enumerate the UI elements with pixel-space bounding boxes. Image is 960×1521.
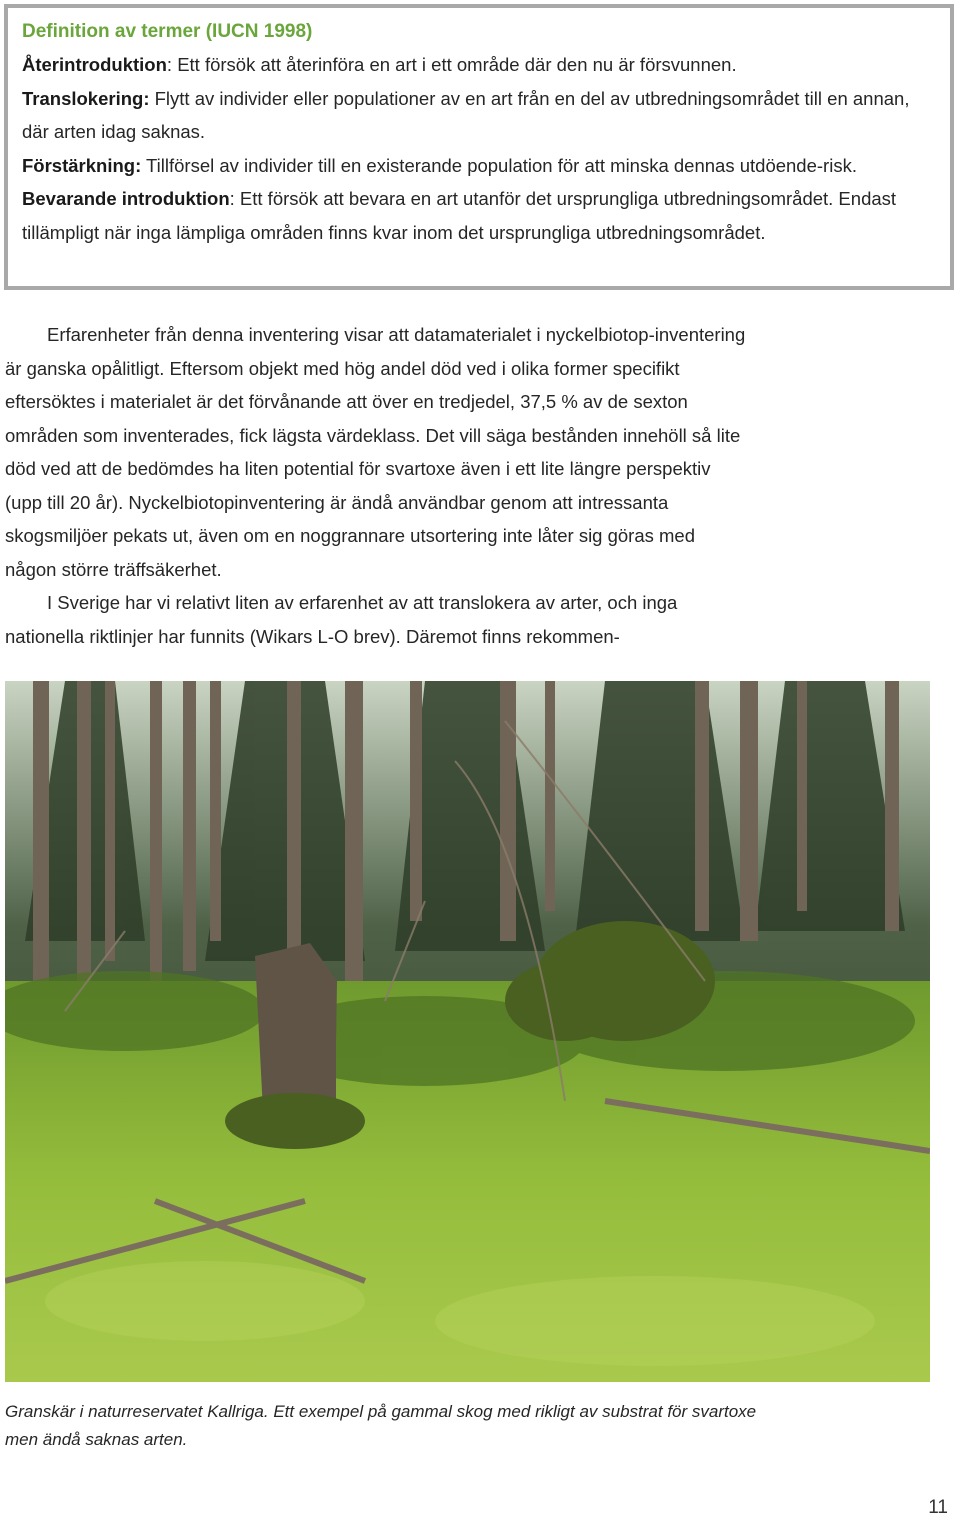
page-number: 11 <box>928 1497 948 1518</box>
body-paragraph: I Sverige har vi relativt liten av erfarenhet av att translokera av arter, och inga nationella riktlinjer har funnits (Wikars L-O brev). Däremot finns rekommen- <box>5 592 678 647</box>
definition-box-title: Definition av termer (IUCN 1998) <box>22 21 313 42</box>
term-label: Återintroduktion <box>22 54 167 75</box>
term-description: Ett försök att återinföra en art i ett område där den nu är försvunnen. <box>177 54 737 75</box>
body-text <box>5 318 750 653</box>
term-label: Bevarande introduktion <box>22 188 230 210</box>
forest-photo <box>5 681 930 1382</box>
forest-illustration <box>5 681 930 1382</box>
term-description: Tillförsel av individer till en existerande population för att minska dennas utdöende-risk. <box>146 154 857 176</box>
definition-translocation <box>22 82 940 149</box>
definition-box <box>4 4 954 290</box>
term-description: Ett försök att bevara en art utanför det ursprungliga utbredningsområdet. Endast tillämpligt när inga lämpliga områden finns kvar inom det ursprungliga utbredningsområdet. <box>22 188 897 243</box>
term-label: Translokering: <box>22 87 150 109</box>
photo-caption: Granskär i naturreservatet Kallriga. Ett exempel på gammal skog med rikligt av substrat för svartoxe men ändå saknas arten. <box>5 1402 757 1449</box>
term-label: Förstärkning: <box>22 154 142 176</box>
term-description: Flytt av individer eller populationer av en art från en del av utbredningsområdet till en annan, där arten idag saknas. <box>22 87 910 143</box>
body-paragraph: Erfarenheter från denna inventering visar att datamaterialet i nyckelbiotop-inventering är ganska opålitligt. Eftersom objekt med hög andel död ved i olika former specifikt eftersöktes i materialet är det förvånande att över en tredjedel, 37,5 % av de sexton områden som inventerades, fick lägsta värdeklass. Det vill säga bestånden innehöll så lite död ved att de bedömdes ha liten potential för svartoxe även i ett lite längre perspektiv (upp till 20 år). Nyckelbiotopinventering är ändå användbar genom att intressanta skogsmiljöer pekats ut, även om en noggrannare utsortering inte låter sig göras med någon större träffsäkerhet. <box>5 324 746 580</box>
definition-reinforcement <box>22 149 940 183</box>
definition-conservation-introduction: Bevarande introduktion: Ett försök att bevara en art utanför det ursprungliga utbredningsområdet. Endast tillämpligt när inga lämpliga områden finns kvar inom det ursprungliga utbredningsområdet. <box>22 188 897 243</box>
definition-reintroduction: Återintroduktion: Ett försök att återinföra en art i ett område där den nu är försvunnen. <box>22 54 737 75</box>
